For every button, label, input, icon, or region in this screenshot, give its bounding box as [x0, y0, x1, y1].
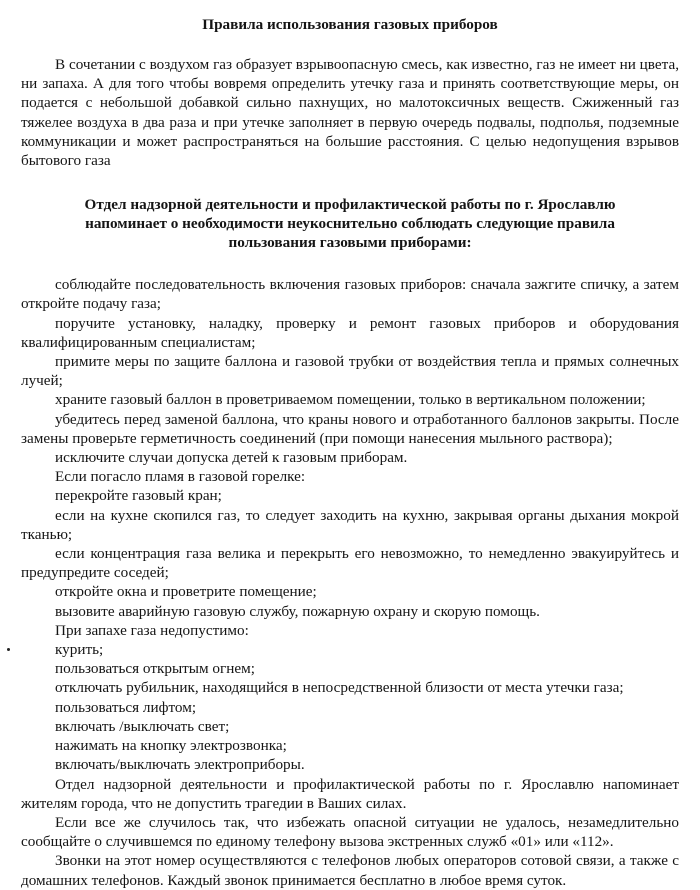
rule-item: перекройте газовый кран; [55, 487, 222, 505]
intro-paragraph: В сочетании с воздухом газ образует взрывоопасную смесь, как известно, газ не имеет ни цвета, ни запаха. А для того чтобы вовремя определить утечку газа и принять соответствующие меры, он подается с небольшой добавкой сильно пахнущих, но малотоксичных веществ. Сжиженный газ тяжелее воздуха в два раза и при утечке заполняет в первую очередь подвалы, подполья, подземные коммуникации и может распространяться на большие расстояния. С целью недопущения взрывов бытового газа [21, 56, 679, 170]
emergency-paragraph: Если все же случилось так, что избежать опасной ситуации не удалось, незамедлительно сообщайте о случившемся по единому телефону вызова экстренных служб «01» или «112». [21, 813, 679, 851]
rule-item: примите меры по защите баллона и газовой трубки от воздействия тепла и прямых солнечных лучей; [21, 353, 679, 390]
rule-item: откройте окна и проветрите помещение; [55, 583, 317, 601]
scan-speck [7, 648, 10, 651]
rule-item: убедитесь перед заменой баллона, что краны нового и отработанного баллонов закрыты. После замены проверьте герметичность соединений (при помощи нанесения мыльного раствора); [21, 410, 679, 447]
rule-item: исключите случаи допуска детей к газовым приборам. [55, 449, 408, 467]
notice-heading [21, 195, 679, 252]
rule-item: храните газовый баллон в проветриваемом помещении, только в вертикальном положении; [55, 391, 646, 409]
rule-item: отключать рубильник, находящийся в непосредственной близости от места утечки газа; [55, 679, 624, 697]
rule-item: пользоваться лифтом; [55, 698, 197, 716]
rule-item: включать /выключать свет; [55, 717, 230, 735]
section-label-gas-smell: При запахе газа недопустимо: [55, 621, 249, 639]
rule-item: пользоваться открытым огнем; [55, 660, 255, 678]
calls-paragraph: Звонки на этот номер осуществляются с телефонов любых операторов сотовой связи, а также с домашних телефонов. Каждый звонок принимается бесплатно в любое время суток. [21, 852, 679, 889]
rule-item: нажимать на кнопку электрозвонка; [55, 737, 287, 755]
closing-paragraph: Отдел надзорной деятельности и профилактической работы по г. Ярославлю напоминает жителям города, что не допустить трагедии в Ваших силах. [21, 775, 679, 812]
notice-heading-line: напоминает о необходимости неукоснительно соблюдать следующие правила [85, 215, 615, 233]
document-title: Правила использования газовых приборов [202, 16, 498, 33]
rule-item: соблюдайте последовательность включения газовых приборов: сначала зажгите спичку, а затем откройте подачу газа; [21, 276, 679, 313]
rule-item: включать/выключать электроприборы. [55, 756, 305, 774]
rule-item: если на кухне скопился газ, то следует заходить на кухню, закрывая органы дыхания мокрой тканью; [21, 506, 679, 543]
rules-list [21, 275, 679, 890]
notice-heading-line: Отдел надзорной деятельности и профилактической работы по г. Ярославлю [84, 196, 616, 214]
rule-item: курить; [55, 641, 104, 659]
rule-item: вызовите аварийную газовую службу, пожарную охрану и скорую помощь. [55, 602, 540, 620]
notice-heading-line: пользования газовыми приборами: [228, 234, 472, 252]
section-label-flame-out: Если погасло пламя в газовой горелке: [55, 468, 306, 486]
rule-item: поручите установку, наладку, проверку и ремонт газовых приборов и оборудования квалифицированным специалистам; [21, 314, 679, 351]
rule-item: если концентрация газа велика и перекрыть его невозможно, то немедленно эвакуируйтесь и предупредите соседей; [21, 545, 679, 582]
